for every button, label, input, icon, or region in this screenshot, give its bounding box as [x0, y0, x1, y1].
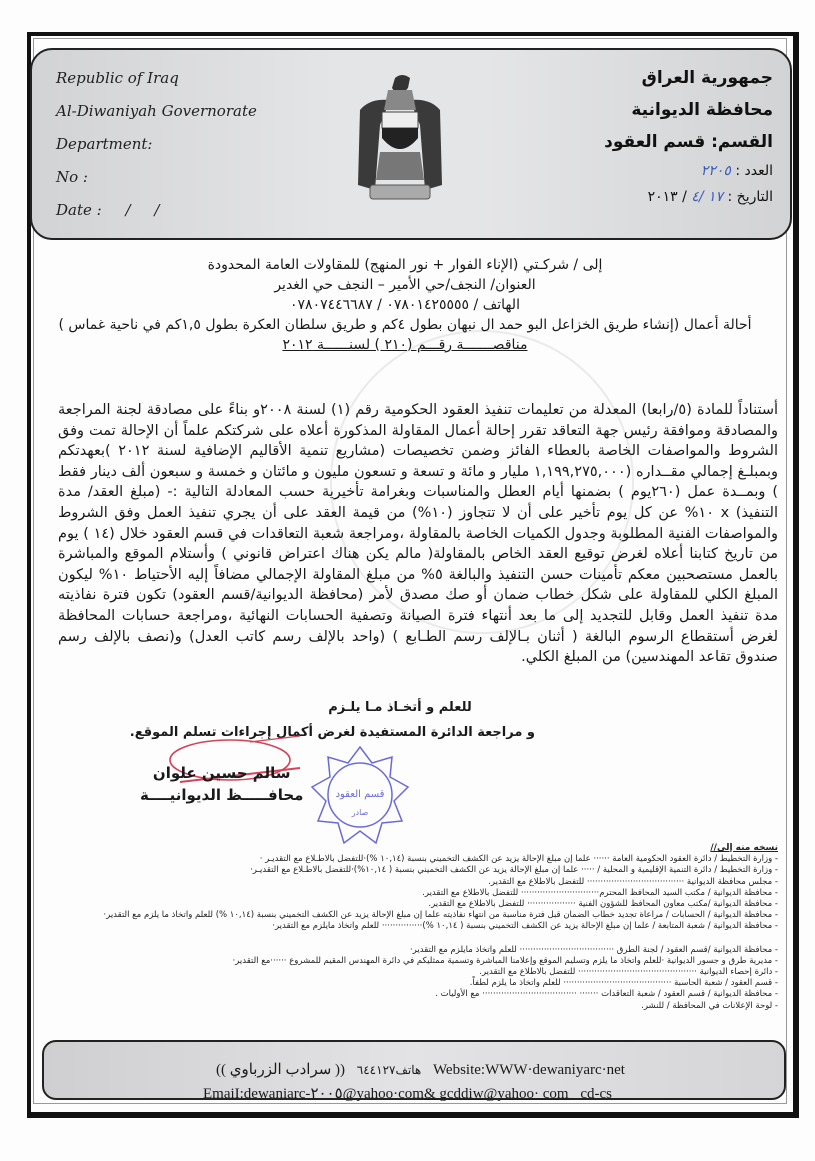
letterhead-english: [56, 62, 257, 227]
official-stamp-icon: [310, 745, 410, 845]
copy-item: - وزارة التخطيط / دائرة التنمية الإقليمية و المحلية / ····· علما إن مبلغ الإحالة يزيد عن الكشف التخميني بنسبة ( ١٠,١٤%)·للتفضل بالاطـلاع مع التقديـر·: [250, 865, 778, 876]
number-en: No :: [56, 168, 88, 186]
copies-list: [60, 843, 778, 1012]
recipient-phone: الهاتف / ٠٧٨٠١٤٢٥٥٥٥ / ٠٧٨٠٧٤٤٦٦٨٧: [290, 297, 520, 313]
signature-block: [140, 762, 303, 806]
copy-item: - وزارة التخطيط / دائرة العقود الحكومية العامة ······ علما إن مبلغ الإحالة يزيد عن الكشف التخميني بنسبة (١٠,١٤ %)·للتفضل بالاطـلاع مع التقديـر ·: [259, 854, 778, 865]
copy-item: - محافظة الديوانية / مكتب السيد المحافظ المحترم····························· للتفضل بالاطلاع مع التقدير.: [422, 887, 778, 898]
copy-item: - محافظة الديوانية / قسم العقود / شعبة التعاقدات ······· ··································· مع الأوليات .: [435, 989, 778, 1000]
copy-item: - لوحة الإعلانات في المحافظة / للنشر.: [641, 1000, 778, 1011]
country-en: Republic of Iraq: [56, 69, 179, 87]
footer-phone: هاتف٦٤٤١٢٧: [356, 1063, 422, 1077]
letterhead-arabic: [604, 62, 773, 210]
recipient: إلى / شركـتي (الإناء الفوار + نور المنهج) للمقاولات العامة المحدودة: [207, 257, 603, 273]
country-ar: جمهورية العراق: [641, 68, 773, 88]
body-paragraph: أستناداً للمادة (٥/رابعا) المعدلة من تعليمات تنفيذ العقود الحكومية رقم (١) لسنة ٢٠٠٨و بناءً على مصادقة لجنة المراجعة والمصادقة وموافقة رئيس جهة التعاقد تقرر إحالة أعمال المقاولة المذكورة أعلاه على شركتكم علماً أن الإحالة تمت وفق الشروط والمواصفات الخاصة بالعطاء الفائز وضمن تخصيصات (مشاريع تنمية الأقاليم الإضافية لسنة ٢٠١٢ )بعهدتكم وبمبلـغ إجمالي مقــداره (١,١٩٩,٢٧٥,٠٠٠ مليار و مائة و تسعة و تسعون مليون و مائتان و خمسة و سبعون ألف دينار فقط ) وبمــدة عمل (٢٦٠يوم ) بضمنها أيام العطل والمناسبات وبغرامة تأخيرية حسب المعادلة التالية :- (مبلغ العقد/ مدة التنفيذ) x ١٠% عن كل يوم تأخير على أن لا تتجاوز (١٠%) من قيمة العقد على أن يجري تنفيذ العمل وفق الشروط والمواصفات الفنية المطلوبة وجدول الكميات الخاصة بالمقاولة ،ومراجعة شعبة التعاقدات في قسم العقود خلال (١٤ ) يوم من تاريخ كتابنا أعلاه لغرض توقيع العقد الخاص بالمقاولة( مالم يكن هناك اعتراض قانوني ) وأستلام الموقع والمباشرة بالعمل مستصحبين معكم تأمينات حسن التنفيذ والبالغة ٥% من مبلغ المقاولة الإجمالي مضافاً إليه الأحتياط ١٠% ليكون المبلغ الكلي للمقاولة على شكل خطاب ضمان أو صك مصدق لأمر (محافظة الديوانية/قسم العقود) تكون فترة نفاذيته مدة تنفيذ العمل وقابل للتجديد إلى ما بعد أنتهاء فترة الصيانة وتصفية الحسابات النهائية ،ومراجعة حسابات المحافظة لغرض أستقطاع الرسوم البالغة ( أثنان بـالإلف رسم الطـابع ) (واحد بالإلف رسم كاتب العدل) و(نصف بالإلف رسم صندوق تقاعد المهندسين) من المبلغ الكلي.: [58, 402, 778, 666]
closing-line: للعلم و أتخـاذ مـا يلـزم: [328, 700, 472, 715]
copy-item: - محافظة الديوانية / الحسابات / مراعاة تجديد خطاب الضمان قبل فترة مناسبة من انتهاء نفاذيته علما إن مبلغ الإحالة يزيد عن الكشف التخميني بنسبة (١٠,١٤ %) للعلم واتخاذ ما يلزم مع التقدير·: [103, 910, 778, 921]
copy-item: - دائرة إحصاء الديوانية ············································ للتفضل بالاطلاع مع التقدير.: [479, 967, 778, 978]
department-en: Department:: [56, 135, 153, 153]
copy-item: - قسم العقود / شعبة الحاسبة ········································ للعلم واتخاذ ما يلزم لطفاً.: [469, 978, 778, 989]
date-en: Date : / /: [56, 201, 160, 219]
date-ar: التاريخ : ١٧ /٤ / ٢٠١٣: [647, 189, 773, 205]
letter-number: ٢٢٠٥: [700, 163, 731, 179]
footer-code: cd-cs: [580, 1086, 612, 1102]
iraq-eagle-emblem-icon: [350, 70, 450, 210]
footer-email-1[interactable]: EmaiI:dewaniarc-٢٠٠٥@yahoo·com: [202, 1086, 424, 1102]
footer-email-line: [0, 1084, 815, 1103]
department-ar: القسم: قسم العقود: [604, 132, 773, 152]
number-ar: العدد : ٢٢٠٥: [700, 163, 773, 179]
governorate-en: Al-Diwaniyah Governorate: [56, 102, 257, 120]
footer-contact-line: [0, 1060, 815, 1079]
signatory-title: محافـــــظ الديوانيــــة: [140, 786, 304, 804]
svg-text:قسم العقود: قسم العقود: [335, 789, 385, 800]
closing-instruction: و مراجعة الدائرة المستفيدة لغرض أكمال إجراءات تسلم الموقع.: [129, 725, 535, 740]
letter-date: ١٧ /٤: [691, 189, 724, 205]
svg-text:صادر: صادر: [351, 808, 369, 817]
footer-email-2[interactable]: & gcddiw@yahoo· com: [423, 1086, 569, 1102]
copy-item: - محافظة الديوانية / شعبة المتابعة / علما إن مبلغ الإحالة يزيد عن الكشف التخميني بنسبة ( ١٠,١٤ %)··············· للعلم واتخاذ مايلزم مع التقدير·: [272, 921, 778, 932]
recipient-address: العنوان/ النجف/حي الأمير – النجف حي الغدير: [274, 277, 536, 293]
signatory-name: سالم حسين علوان: [152, 764, 291, 782]
addressee-block: [50, 255, 760, 355]
copy-item: - محافظة الديوانية /قسم العقود / لجنة الطرق ··································· للعلم واتخاذ مايلزم مع التقدير·: [409, 944, 778, 955]
footer-name: (( سرادب الزرباوي )): [216, 1062, 346, 1078]
copy-gap: [60, 933, 778, 945]
footer-website[interactable]: Website:WWW·dewaniyarc·net: [432, 1062, 625, 1078]
copy-item: - مديرية طرق و جسور الديوانية ·للعلم واتخاذ ما يلزم وتسليم الموقع وإعلامنا المباشرة وتسمية ممثليكم في دائرة المهندس المقيم للمشروع ······مع التقدير·: [232, 955, 778, 966]
governorate-ar: محافظة الديوانية: [631, 100, 773, 120]
subject: أحالة أعمال (إنشاء طريق الخزاعل البو حمد ال نبهان بطول ٤كم و طريق سلطان العكرة بطول ١,٥كم في ناحية غماس ): [58, 317, 752, 333]
tender-number: مناقصـــــــة رقـــم (٢١٠ ) لسنــــــة ٢٠١٢: [282, 337, 528, 353]
copy-item: - مجلس محافظة الديوانية ···································· للتفضل بالاطلاع مع التقدير.: [488, 876, 778, 887]
letter-body: [58, 400, 778, 668]
copy-item: - محافظة الديوانية /مكتب معاون المحافظ للشؤون الفنية ·················· للتفضل بالاطلاع مع التقدير.: [428, 899, 778, 910]
copies-title: نسخه منه إلى//: [710, 843, 778, 853]
